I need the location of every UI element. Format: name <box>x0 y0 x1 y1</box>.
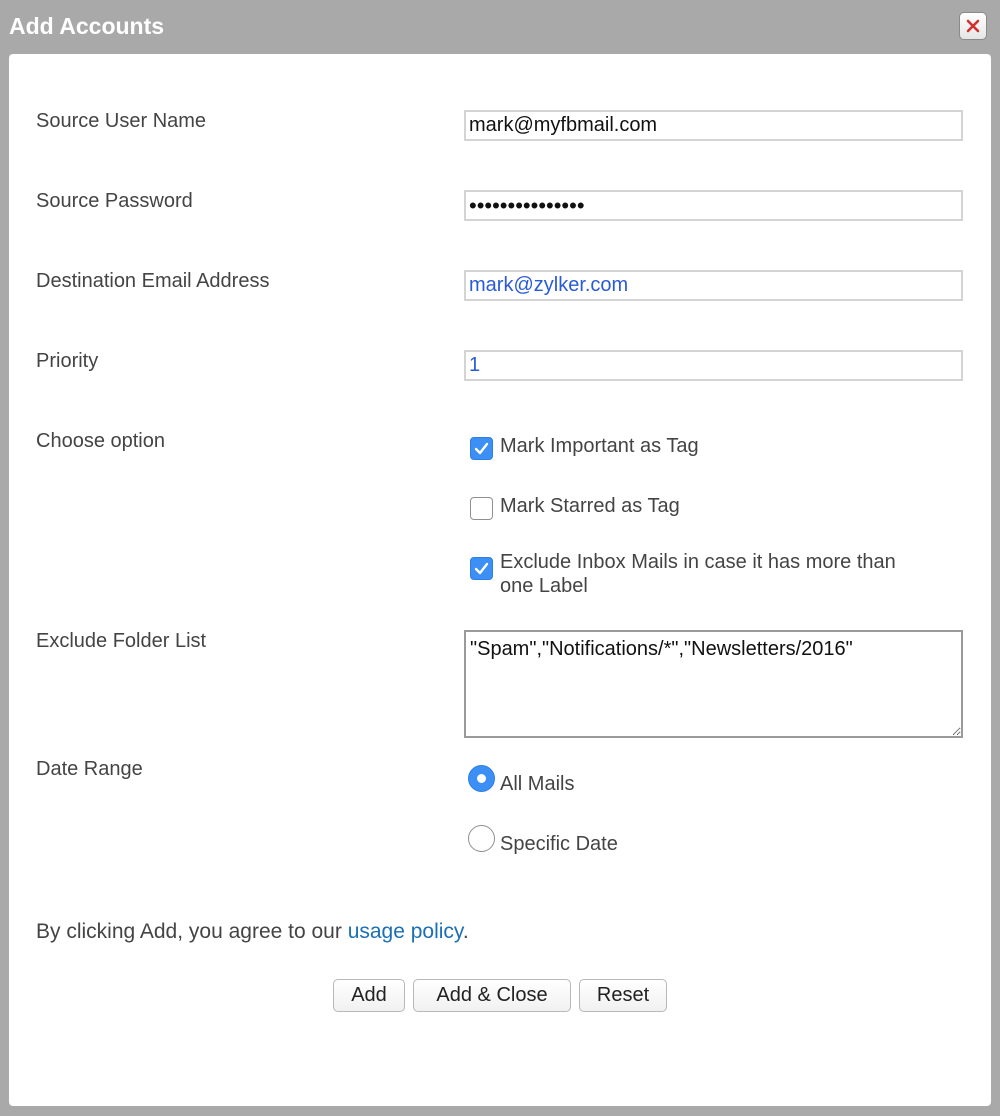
policy-text <box>36 920 469 944</box>
exclude-inbox-checkbox[interactable] <box>470 557 493 580</box>
specific-date-label: Specific Date <box>500 833 618 855</box>
add-close-button[interactable]: Add & Close <box>413 979 571 1012</box>
dialog-titlebar[interactable] <box>0 0 1000 54</box>
mark-important-checkbox[interactable] <box>470 437 493 460</box>
exclude-folder-textarea[interactable] <box>464 630 963 738</box>
exclude-inbox-label-line1: Exclude Inbox Mails in case it has more than <box>500 551 896 573</box>
add-button[interactable]: Add <box>333 979 405 1012</box>
mark-important-label: Mark Important as Tag <box>500 435 699 457</box>
choose-option-label: Choose option <box>36 430 165 452</box>
source-user-input[interactable] <box>464 110 963 141</box>
exclude-folder-label: Exclude Folder List <box>36 630 207 652</box>
source-password-label: Source Password <box>36 190 193 212</box>
priority-label: Priority <box>36 350 99 372</box>
close-button[interactable] <box>959 12 987 40</box>
policy-suffix: . <box>462 920 469 943</box>
policy-prefix: By clicking Add, you agree to our <box>36 920 348 943</box>
dialog-title: Add Accounts <box>9 13 165 39</box>
destination-email-label: Destination Email Address <box>36 270 270 292</box>
reset-button[interactable]: Reset <box>579 979 667 1012</box>
checkmark-icon <box>474 562 489 575</box>
dialog-body <box>9 54 991 1106</box>
source-user-label: Source User Name <box>36 110 207 132</box>
all-mails-radio[interactable] <box>468 765 495 792</box>
source-password-input[interactable] <box>464 190 963 221</box>
destination-email-input[interactable] <box>464 270 963 301</box>
usage-policy-link[interactable]: usage policy <box>347 920 463 943</box>
exclude-inbox-label-line2: one Label <box>500 575 588 597</box>
exclude-inbox-label <box>500 550 896 598</box>
close-x-icon <box>966 19 980 33</box>
specific-date-radio[interactable] <box>468 825 495 852</box>
priority-input[interactable] <box>464 350 963 381</box>
date-range-label: Date Range <box>36 758 143 780</box>
mark-starred-label: Mark Starred as Tag <box>500 495 680 517</box>
checkmark-icon <box>474 442 489 455</box>
mark-starred-checkbox[interactable] <box>470 497 493 520</box>
all-mails-label: All Mails <box>500 773 575 795</box>
